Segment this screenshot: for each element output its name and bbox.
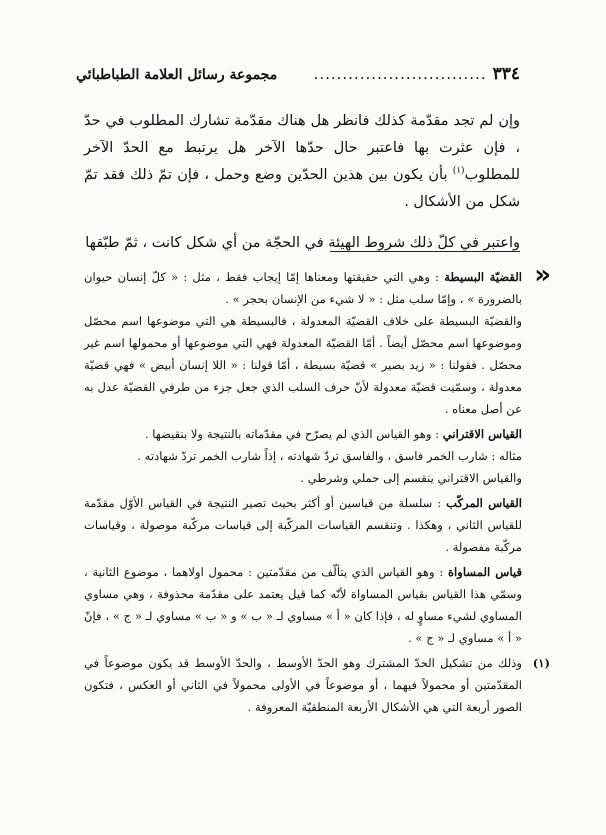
note-conjunctive-example: مثاله : شارب الخمر فاسق ، والفاسق تردّ شهادته ، إذاً شارب الخمر تردّ شهادته . (137, 449, 522, 463)
footnote-divider (330, 251, 520, 252)
note-simple-proposition-cont: والقضيّة البسيطة على خلاف القضيّة المعدولة ، فالبسيطة هي التي موضوعها اسم محصّل وموضوعها اسم محصّل أيضاً . أمّا القضيّة المعدولة فهي التي موضوعها أو محمولها اسم غير محصّل . فقولنا : « زيد بصير » قضيّة بسيطة ، أمّا قولنا : « اللا إنسان أبيض » فهي قضيّة معدولة ، وسمّيت قضيّة معدولة لأنّ حرف السلب الذي جعل جزء من طرفي القضيّة عدل به عن أصل معناه . (84, 314, 522, 416)
header-dots: .............................. (313, 65, 487, 83)
page-number: ٣٣٤ (492, 64, 520, 84)
note-compound-syllogism: القياس المركّب : سلسلة من قياسين أو أكثر بحيث تصير النتيجة في القياس الأوّل مقدّمة للقياس الثاني ، وهكذا . وتنقسم القياسات المركّبة إلى قياسات مركّبة موصولة ، وقياسات مركّبة مفصولة . (84, 496, 522, 554)
note-equality-syllogism: قياس المساواة : وهو القياس الذي يتألّف من مقدّمتين : محمول اولاهما ، موضوع الثانية ، وسمّي هذا القياس بقياس المساواة لأنّه كما قيل يعتمد على مقدّمة محذوفة ، وهي مساوي المساوي لشيء مساوٍ له ، فإذا كان « أ » مساوي لـ « ب » و « ب » مساوي لـ « ج » ، فإنّ « أ » مساوي لـ « ج » . (84, 565, 522, 645)
paragraph-2: واعتبر في كلّ ذلك شروط الهيئة في الحجّة من أي شكل كانت ، ثمّ طبّقها (85, 235, 520, 251)
footnote-ref[interactable]: (١) (452, 166, 465, 177)
running-header (76, 64, 520, 84)
footnote-1: (١) وذلك من تشكيل الحدّ المشترك وهو الحدّ الأوسط ، والحدّ الأوسط قد يكون موضوعاً في المقدّمتين أو محمولاً فيهما ، أو موضوعاً في الأولى محمولاً في الثاني أو العكس ، فتكون الصور أربعة التي هي الأشكال الأربعة المنطقيّة المعروفة . (84, 652, 522, 718)
footnote-1-marker: (١) (532, 656, 550, 670)
paragraph-1: وإن لم تجد مقدّمة كذلك فانظر هل هناك مقدّمة تشارك المطلوب في حدّ ، فإن عثرت بها فاعتبر حال حدّها الآخر هل يرتبط مع الحدّ الآخر للمطلوب$^{(١)}$ بأن يكون بين هذين الحدّين وضع وحمل ، فإن تمّ ذلك فقد تمّ شكل من الأشكال . (84, 113, 520, 210)
footnotes (84, 266, 550, 718)
main-text (84, 108, 520, 257)
note-simple-proposition: القضيّة البسيطة : وهي التي حقيقتها ومعناها إمّا إيجاب فقط ، مثل : « كلّ إنسان حيوان بالضرورة » ، وإمّا سلب مثل : « لا شيء من الإنسان بحجر » . (84, 270, 522, 306)
quote-bracket-icon: « (534, 260, 551, 290)
book-title: مجموعة رسائل العلامة الطباطبائي (76, 67, 278, 83)
note-conjunctive-division: والقياس الاقتراني ينقسم إلى حملي وشرطي . (300, 471, 522, 485)
note-conjunctive-syllogism: القياس الاقتراني : وهو القياس الذي لم يصرّح في مقدّماته بالنتيجة ولا بنقيضها . (144, 427, 522, 441)
